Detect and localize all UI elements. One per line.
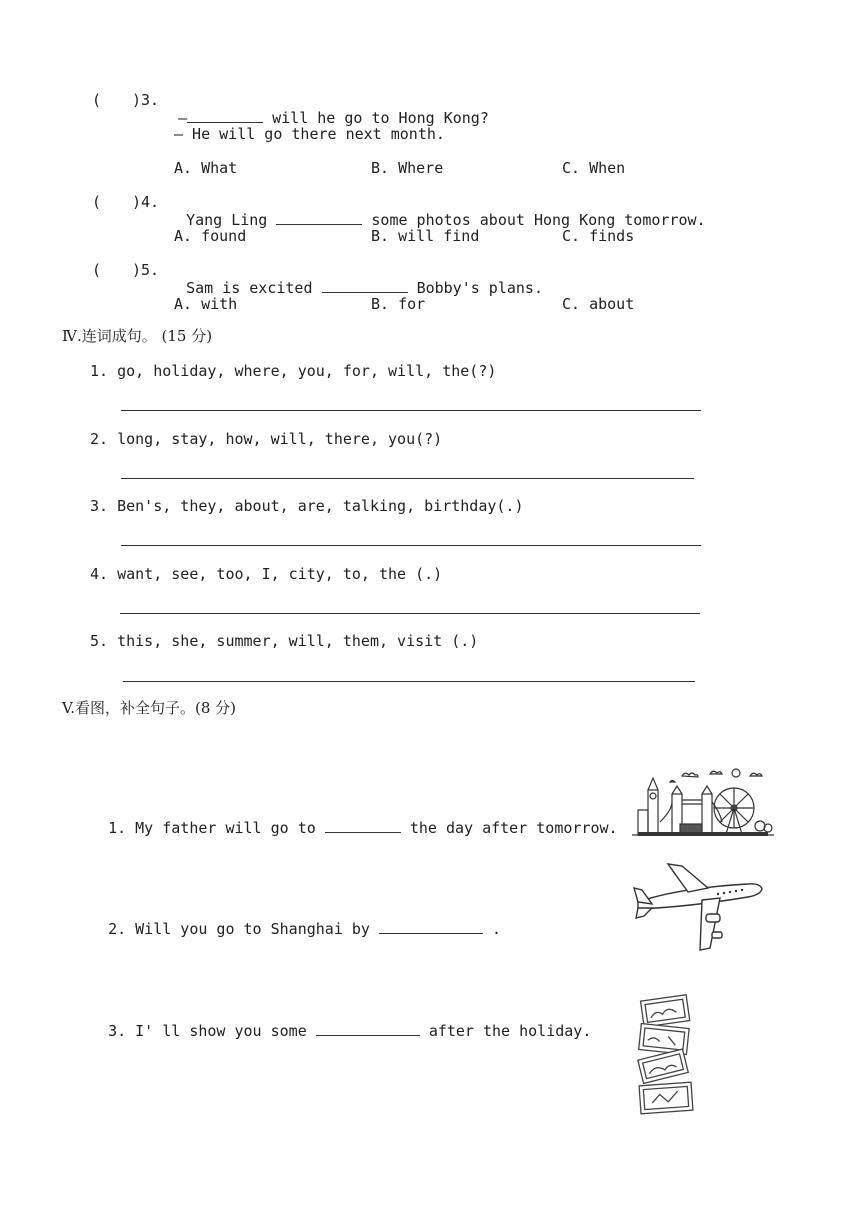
q3-dash: —	[178, 109, 188, 127]
q3-answer-blank-paren[interactable]: )3.	[132, 91, 160, 109]
q4-paren-open: (	[92, 193, 102, 211]
s5-item-3	[90, 1004, 591, 1040]
q3-question-text: will he go to Hong Kong?	[263, 109, 489, 127]
q4-fill-blank[interactable]	[276, 212, 362, 225]
q4-before: Yang Ling	[186, 211, 268, 229]
london-skyline-picture	[632, 764, 774, 840]
s4-item-4: 4. want, see, too, I, city, to, the (.)	[90, 565, 443, 583]
q4-question	[168, 193, 706, 229]
q3-question	[160, 91, 489, 127]
q4-option-c[interactable]: C. finds	[562, 227, 635, 245]
s4-answer-line-2[interactable]	[121, 478, 694, 479]
q3-option-b[interactable]: B. Where	[371, 159, 444, 177]
s4-answer-line-3[interactable]	[121, 545, 701, 546]
q5-after: Bobby's plans.	[416, 279, 543, 297]
s4-item-3: 3. Ben's, they, about, are, talking, birthday(.)	[90, 497, 524, 515]
s5-item-3-after: after the holiday.	[428, 1022, 592, 1040]
section-5-heading: V.看图，补全句子。(8 分)	[62, 699, 236, 717]
q4-answer-blank-paren[interactable]: )4.	[132, 193, 160, 211]
s5-item-2-blank[interactable]	[379, 921, 483, 934]
s4-item-1: 1. go, holiday, where, you, for, will, the(?)	[90, 362, 497, 380]
q5-answer-blank-paren[interactable]: )5.	[132, 261, 160, 279]
s5-item-1-before: 1. My father will go to	[108, 819, 316, 837]
q5-question	[168, 261, 543, 297]
s5-item-1	[90, 801, 618, 837]
s5-item-2-after: .	[492, 920, 502, 938]
q5-paren-open: (	[92, 261, 102, 279]
q5-fill-blank[interactable]	[322, 280, 408, 293]
q5-option-a[interactable]: A. with	[174, 295, 238, 313]
s4-answer-line-4[interactable]	[120, 613, 700, 614]
s5-item-3-blank[interactable]	[316, 1023, 420, 1036]
q4-after: some photos about Hong Kong tomorrow.	[371, 211, 706, 229]
q3-fill-blank[interactable]	[187, 110, 263, 123]
s5-item-2	[90, 902, 501, 938]
q3-option-c[interactable]: C. When	[562, 159, 626, 177]
s5-item-1-blank[interactable]	[325, 820, 401, 833]
q5-before: Sam is excited	[186, 279, 313, 297]
postcards-picture	[634, 994, 700, 1120]
s4-item-5: 5. this, she, summer, will, them, visit (.)	[90, 632, 479, 650]
s5-item-1-after: the day after tomorrow.	[409, 819, 618, 837]
s4-answer-line-5[interactable]	[123, 681, 695, 682]
q4-option-a[interactable]: A. found	[174, 227, 247, 245]
q3-paren-open: (	[92, 91, 102, 109]
s5-item-3-before: 3. I' ll show you some	[108, 1022, 307, 1040]
airplane-picture	[632, 862, 764, 952]
q5-option-b[interactable]: B. for	[371, 295, 426, 313]
s4-answer-line-1[interactable]	[121, 410, 701, 411]
s5-item-2-before: 2. Will you go to Shanghai by	[108, 920, 370, 938]
q3-response: — He will go there next month.	[174, 125, 445, 143]
q5-option-c[interactable]: C. about	[562, 295, 635, 313]
s4-item-2: 2. long, stay, how, will, there, you(?)	[90, 430, 443, 448]
section-4-heading: Ⅳ.连词成句。 (15 分)	[62, 327, 213, 345]
q4-option-b[interactable]: B. will find	[371, 227, 480, 245]
q3-option-a[interactable]: A. What	[174, 159, 238, 177]
